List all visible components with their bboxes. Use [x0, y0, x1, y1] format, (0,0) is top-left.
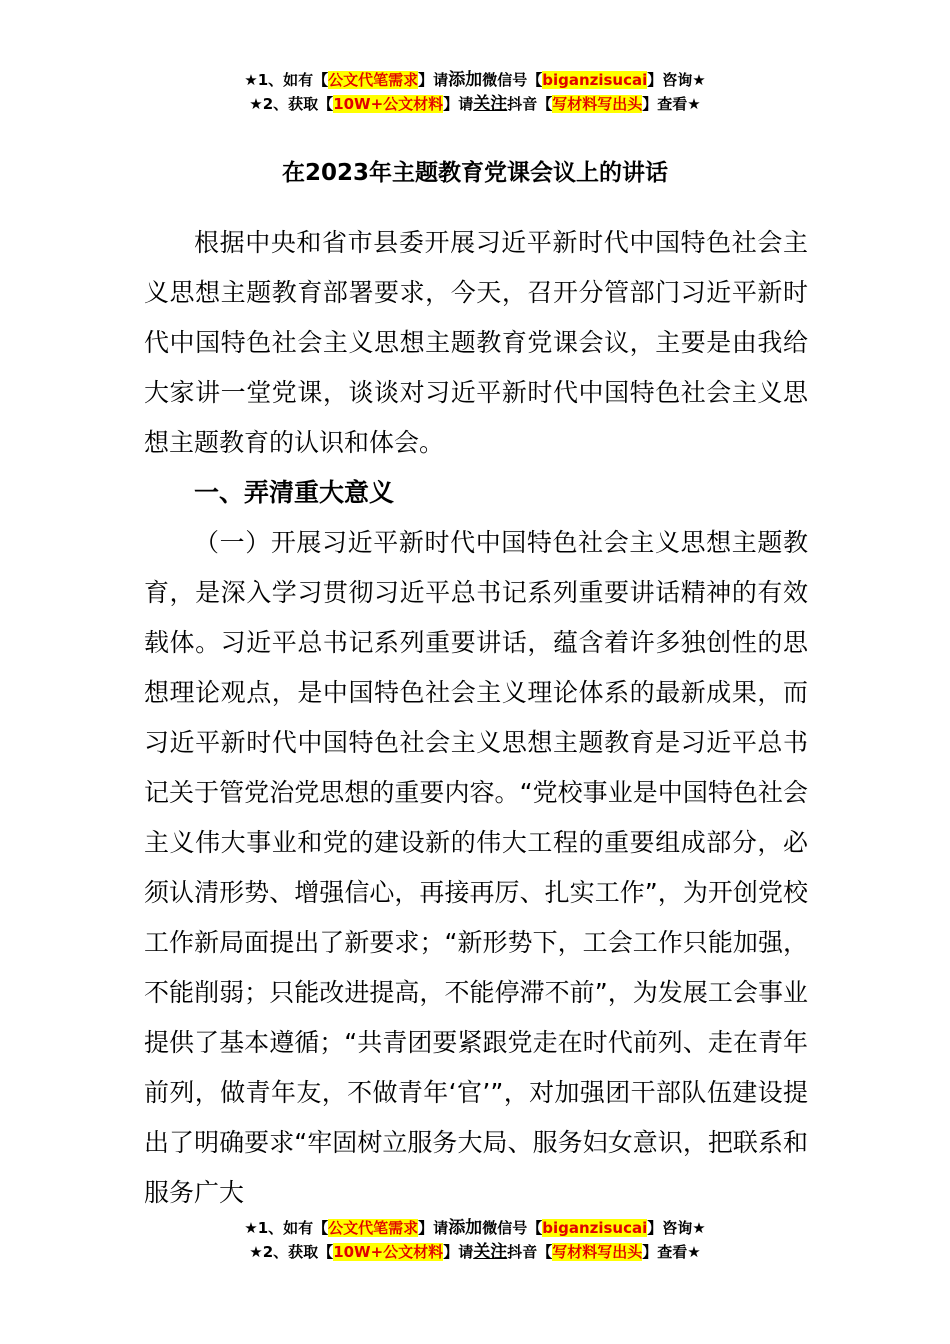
banner-highlight: 10W+公文材料 — [333, 95, 444, 113]
body-paragraph: （一）开展习近平新时代中国特色社会主义思想主题教育，是深入学习贯彻习近平总书记系列重要讲话精神的有效载体。习近平总书记系列重要讲话，蕴含着许多独创性的思想理论观点，是中国特色社会主义理论体系的最新成果，而习近平新时代中国特色社会主义思想主题教育是习近平总书记关于管党治党思想的重要内容。“党校事业是中国特色社会主义伟大事业和党的建设新的伟大工程的重要组成部分，必须认清形势、增强信心，再接再厉、扎实工作”，为开创党校工作新局面提出了新要求；“新形势下，工会工作只能加强，不能削弱；只能改进提高，不能停滞不前”，为发展工会事业提供了基本遵循；“共青团要紧跟党走在时代前列、走在青年前列，做青年友，不做青年‘官’”，对加强团干部队伍建设提出了明确要求“牢固树立服务大局、服务妇女意识，把联系和服务广大 — [144, 528, 808, 1207]
footer-banner — [0, 1216, 950, 1264]
banner-highlight: 公文代笔需求 — [328, 71, 419, 89]
section-heading: 一、弄清重大意义 — [194, 478, 395, 507]
banner-douyin-id: 写材料写出头 — [552, 1243, 643, 1261]
banner-wechat-id: biganzisucai — [542, 1219, 648, 1237]
document-body — [144, 218, 808, 1218]
document-title: 在2023年主题教育党课会议上的讲话 — [281, 160, 668, 186]
banner-line-1: ★1、如有【公文代笔需求】请添加微信号【biganzisucai】咨询★ — [244, 70, 706, 90]
banner-wechat-id: biganzisucai — [542, 71, 648, 89]
header-banner — [0, 68, 950, 116]
banner-highlight: 10W+公文材料 — [333, 1243, 444, 1261]
banner-line-2: ★2、获取【10W+公文材料】请关注抖音【写材料写出头】查看★ — [249, 1242, 701, 1262]
banner-highlight: 公文代笔需求 — [328, 1219, 419, 1237]
banner-line-2: ★2、获取【10W+公文材料】请关注抖音【写材料写出头】查看★ — [249, 94, 701, 114]
banner-douyin-id: 写材料写出头 — [552, 95, 643, 113]
intro-paragraph: 根据中央和省市县委开展习近平新时代中国特色社会主义思想主题教育部署要求，今天，召开分管部门习近平新时代中国特色社会主义思想主题教育党课会议，主要是由我给大家讲一堂党课，谈谈对习近平新时代中国特色社会主义思想主题教育的认识和体会。 — [144, 228, 808, 457]
banner-line-1: ★1、如有【公文代笔需求】请添加微信号【biganzisucai】咨询★ — [244, 1218, 706, 1238]
